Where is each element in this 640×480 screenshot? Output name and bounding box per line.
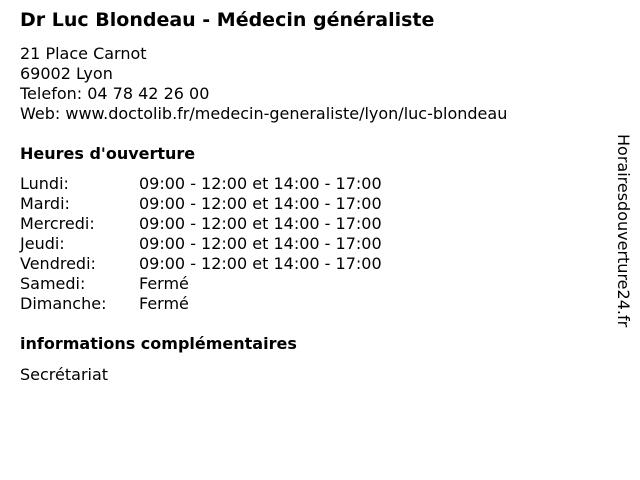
hours-time: Fermé	[139, 274, 189, 293]
website: Web: www.doctolib.fr/medecin-generaliste/lyon/luc-blondeau	[20, 104, 508, 123]
hours-time: 09:00 - 12:00 et 14:00 - 17:00	[139, 194, 382, 213]
hours-time: 09:00 - 12:00 et 14:00 - 17:00	[139, 254, 382, 273]
page-title: Dr Luc Blondeau - Médecin généraliste	[20, 9, 435, 31]
hours-row	[20, 274, 382, 294]
hours-row	[20, 294, 382, 314]
hours-row	[20, 214, 382, 234]
hours-time: 09:00 - 12:00 et 14:00 - 17:00	[139, 174, 382, 193]
phone-number: Telefon: 04 78 42 26 00	[20, 84, 210, 103]
address-block	[20, 44, 507, 124]
hours-row	[20, 234, 382, 254]
address-street: 21 Place Carnot	[20, 44, 147, 63]
hours-day: Lundi:	[20, 174, 69, 193]
watermark: Horairesdouverture24.fr	[614, 134, 633, 328]
hours-day: Mardi:	[20, 194, 70, 213]
hours-day: Samedi:	[20, 274, 86, 293]
hours-row	[20, 254, 382, 274]
hours-row	[20, 174, 382, 194]
hours-time: 09:00 - 12:00 et 14:00 - 17:00	[139, 234, 382, 253]
hours-time: Fermé	[139, 294, 189, 313]
hours-day: Mercredi:	[20, 214, 95, 233]
hours-day: Jeudi:	[20, 234, 65, 253]
hours-day: Dimanche:	[20, 294, 107, 313]
info-heading: informations complémentaires	[20, 334, 297, 353]
hours-day: Vendredi:	[20, 254, 96, 273]
info-text: Secrétariat	[20, 365, 109, 384]
hours-row	[20, 194, 382, 214]
hours-heading: Heures d'ouverture	[20, 144, 196, 163]
hours-table	[20, 174, 382, 314]
hours-time: 09:00 - 12:00 et 14:00 - 17:00	[139, 214, 382, 233]
address-city: 69002 Lyon	[20, 64, 113, 83]
